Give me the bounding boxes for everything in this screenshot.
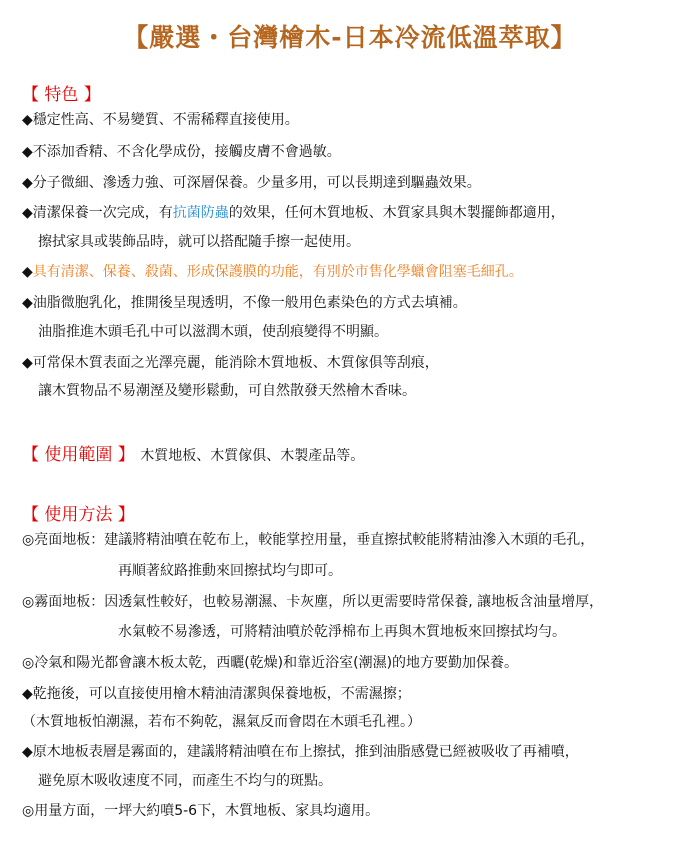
- warning-text: 具有清潔、保養、殺菌、形成保護膜的功能，有別於市售化學蠟會阻塞毛細孔。: [32, 264, 523, 280]
- feature-item: ◆不添加香精、不含化學成份，接觸皮膚不會過敏。: [22, 144, 341, 160]
- feature-item-continued: 擦拭家具或裝飾品時，就可以搭配隨手擦一起使用。: [38, 234, 360, 250]
- feature-item: ◆油脂微胞乳化，推開後呈現透明，不像一般用色素染色的方式去填補。: [22, 295, 467, 311]
- bullet: ◆: [22, 264, 33, 280]
- feature-item-continued: 油脂推進木頭毛孔中可以滋潤木頭，使刮痕變得不明顯。: [38, 324, 388, 340]
- usage-line: ◎用量方面，一坪大約噴5-6下，木質地板、家具均適用。: [22, 803, 380, 819]
- usage-line: （木質地板怕潮濕，若布不夠乾，濕氣反而會悶在木頭毛孔裡。）: [22, 714, 421, 730]
- feature-item: ◆分子微細、滲透力強、可深層保養。少量多用，可以長期達到驅蟲效果。: [22, 175, 481, 191]
- usage-line: ◆乾拖後，可以直接使用檜木精油清潔與保養地板，不需濕擦；: [22, 686, 411, 702]
- usage-line: 水氣較不易滲透，可將精油噴於乾淨棉布上再與木質地板來回擦拭均勻。: [118, 624, 566, 640]
- usage-line: 再順著紋路推動來回擦拭均勻即可。: [118, 563, 342, 579]
- highlight-text: 抗菌防蟲: [172, 205, 229, 221]
- features-heading: 【 特色 】: [22, 85, 101, 105]
- feature-item: ◆穩定性高、不易變質、不需稀釋直接使用。: [22, 112, 299, 128]
- usage-line: 避免原木吸收速度不同，而產生不均勻的斑點。: [38, 773, 332, 789]
- scope-heading: 【 使用範圍 】: [22, 445, 135, 465]
- feature-item: [22, 262, 523, 282]
- scope-section: [22, 440, 364, 465]
- feature-item: [22, 203, 565, 223]
- usage-line: ◆原木地板表層是霧面的，建議將精油噴在布上擦拭，推到油脂感覺已經被吸收了再補噴，: [22, 744, 579, 760]
- usage-line: ◎冷氣和陽光都會讓木板太乾，西曬(乾燥)和靠近浴室(潮濕)的地方要勤加保養。: [22, 655, 519, 671]
- feature-text: 的效果，任何木質地板、木質家具與木製擺飾都適用，: [228, 205, 565, 221]
- feature-item: ◆可常保木質表面之光澤亮麗，能消除木質地板、木質傢俱等刮痕，: [22, 355, 439, 371]
- scope-text: 木質地板、木質傢俱、木製產品等。: [140, 448, 365, 464]
- usage-line: ◎亮面地板：建議將精油噴在乾布上，較能掌控用量，垂直擦拭較能將精油滲入木頭的毛孔，: [22, 532, 595, 548]
- feature-text: ◆清潔保養一次完成，有: [22, 205, 173, 221]
- usage-heading: 【 使用方法 】: [22, 505, 135, 525]
- usage-line: ◎霧面地板：因透氣性較好，也較易潮濕、卡灰塵，所以更需要時常保養, 讓地板含油量增厚，: [22, 594, 604, 610]
- page-title: 【嚴選・台灣檜木-日本冷流低溫萃取】: [123, 23, 577, 52]
- feature-item-continued: 讓木質物品不易潮溼及變形鬆動，可自然散發天然檜木香味。: [38, 383, 416, 399]
